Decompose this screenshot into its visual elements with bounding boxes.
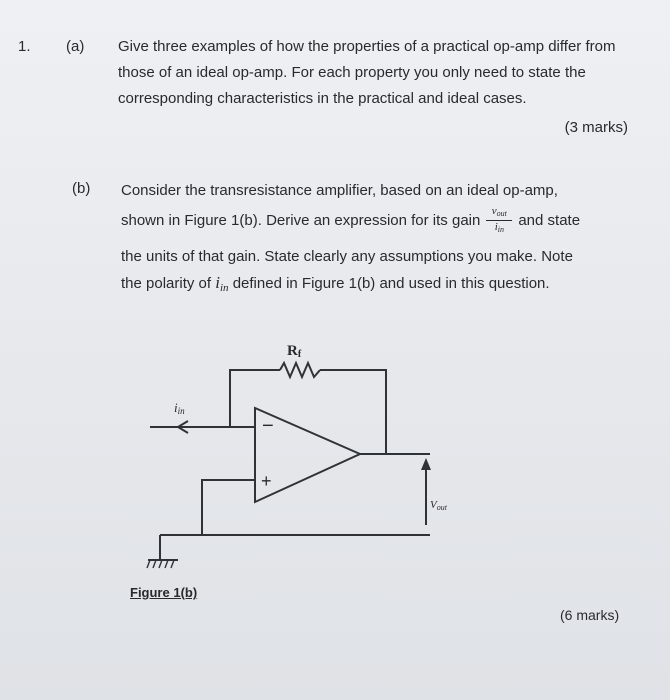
gain-denominator-sub: in [497,225,504,234]
iin-label: iin [174,400,185,416]
part-b-rest-line-1: the units of that gain. State clearly any assumptions you make. Note [121,248,573,265]
part-a-label: (a) [66,38,85,55]
figure-caption: Figure 1(b) [130,585,198,600]
gain-numerator: $v_{out}$ [491,205,507,218]
transresistance-amplifier-circuit [130,330,450,580]
vout-label: Vout [430,499,447,512]
part-b-marks: (6 marks) [560,607,620,623]
rf-label: Rf [287,343,302,360]
part-b-gain-text-before: shown in Figure 1(b). Derive an expression for its gain [121,212,481,229]
gain-denominator: $i_{in}$ [494,221,504,234]
polarity-symbol: $i_{in}$ [215,273,229,294]
noninverting-wire [202,480,255,535]
part-b-gain-line [121,206,641,235]
gain-numerator-sub: out [496,209,507,218]
part-b-intro: Consider the transresistance amplifier, based on an ideal op-amp, [121,182,558,199]
part-b-label: (b) [72,180,91,197]
feedback-resistor [280,363,320,377]
part-b-rest [121,244,641,301]
ground-hatch [147,560,174,568]
question-number: 1. [18,38,31,55]
vout-arrow-head [421,458,431,470]
minus-sign: − [262,415,274,437]
part-b-rest-line-2: the polarity of $i_{in}$ defined in Figure 1(b) and used in this question. [121,273,550,294]
gain-fraction [486,206,512,235]
part-a-text: Give three examples of how the properties of a practical op-amp differ from those of an ideal op-amp. For each property you only need to state the corresponding characteristics in the practical and ideal cases. [118,38,616,107]
part-b-gain-text-after: and state [518,212,581,229]
part-a-marks: (3 marks) [564,119,628,136]
fraction-bar [486,220,512,221]
plus-sign: + [261,471,272,491]
